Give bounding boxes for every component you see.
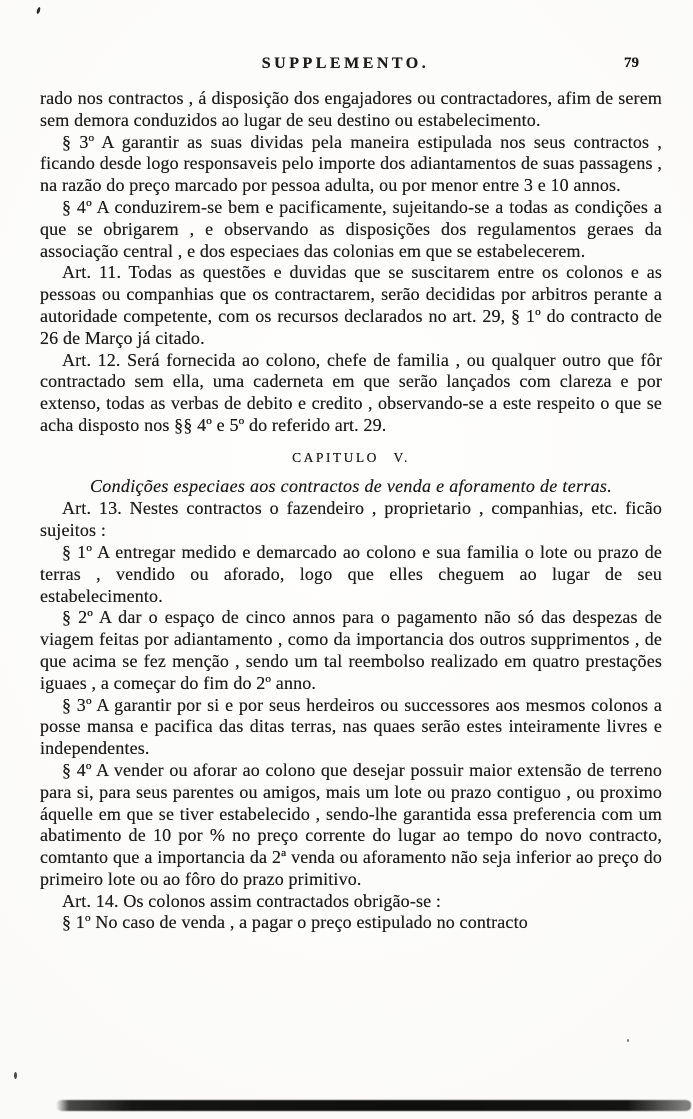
paragraph-art-12: Art. 12. Será fornecida ao colono, chefe de familia , ou qualquer outro que fôr contractado sem ella, uma caderneta em que serão lançados com clareza e por extenso, todas as verbas de debito e credito , observando-se a este respeito o que se acha disposto nos §§ 4º e 5º do referido art. 29. xyxy=(40,349,662,435)
paragraph-art-13: Art. 13. Nestes contractos o fazendeiro , proprietario , companhias, etc. ficão sujeitos : xyxy=(40,498,662,541)
paragraph-art-11: Art. 11. Todas as questões e duvidas que se suscitarem entre os colonos e as pessoas ou companhias que os contractarem, serão decididas por arbitros perante a autoridade competente, com os recursos declarados no art. 29, § 1º do contracto de 26 de Março já citado. xyxy=(40,262,662,348)
paragraph-art-14: Art. 14. Os colonos assim contractados obrigão-se : xyxy=(62,890,442,911)
paragraph-section-3b: § 3º A garantir por si e por seus herdeiros ou successores aos mesmos colonos a posse mansa e pacifica das ditas terras, nas quaes serão estes inteiramente livres e independentes. xyxy=(40,694,662,759)
ink-speck xyxy=(14,1072,17,1079)
scan-shadow xyxy=(56,1100,691,1111)
page-body xyxy=(40,88,662,934)
ink-speck xyxy=(36,7,41,15)
paragraph-section-1b: § 1º No caso de venda , a pagar o preço estipulado no contracto xyxy=(62,912,528,933)
paragraph-section-3: § 3º A garantir as suas dividas pela maneira estipulada nos seus contractos , ficando desde logo responsaveis pelo importe dos adiantamentos de suas passagens , na razão do preço marcado por pessoa adulta, ou por menor entre 3 e 10 annos. xyxy=(40,131,662,196)
chapter-heading: CAPITULO V. xyxy=(292,449,410,465)
chapter-subtitle: Condições especiaes aos contractos de venda e aforamento de terras. xyxy=(90,475,612,496)
paragraph-continuation: rado nos contractos , á disposição dos engajadores ou contractadores, afim de serem sem demora conduzidos ao lugar de seu destino ou estabelecimento. xyxy=(40,88,662,130)
ink-speck xyxy=(627,1039,629,1042)
paragraph-section-1: § 1º A entregar medido e demarcado ao colono e sua familia o lote ou prazo de terras , vendido ou aforado, logo que elles cheguem ao lugar de seu estabelecimento. xyxy=(40,541,662,606)
paragraph-section-4: § 4º A conduzirem-se bem e pacificamente, sujeitando-se a todas as condições a que se obrigarem , e observando as disposições dos regulamentos geraes da associação central , e dos especiaes das colonias em que se estabelecerem. xyxy=(40,196,662,261)
paragraph-section-4b: § 4º A vender ou aforar ao colono que desejar possuir maior extensão de terreno para si, para seus parentes ou amigos, mais um lote ou prazo contiguo , ou proximo áquelle em que se tiver estabelecido , sendo-lhe garantida essa preferencia com um abatimento de 10 por % no preço corrente do lugar ao tempo do novo contracto, comtanto que a importancia da 2ª venda ou aforamento não seja inferior ao preço do primeiro lote ou ao fôro do prazo primitivo. xyxy=(40,759,662,889)
page-number: 79 xyxy=(624,55,639,71)
paragraph-section-2: § 2º A dar o espaço de cinco annos para o pagamento não só das despezas de viagem feitas por adiantamento , como da importancia dos outros supprimentos , de que acima se fez menção , sendo um tal reembolso realizado em quatro prestações iguaes , a começar do fim do 2º anno. xyxy=(40,607,662,693)
page-header xyxy=(40,55,651,77)
running-title: SUPPLEMENTO. xyxy=(261,55,430,72)
